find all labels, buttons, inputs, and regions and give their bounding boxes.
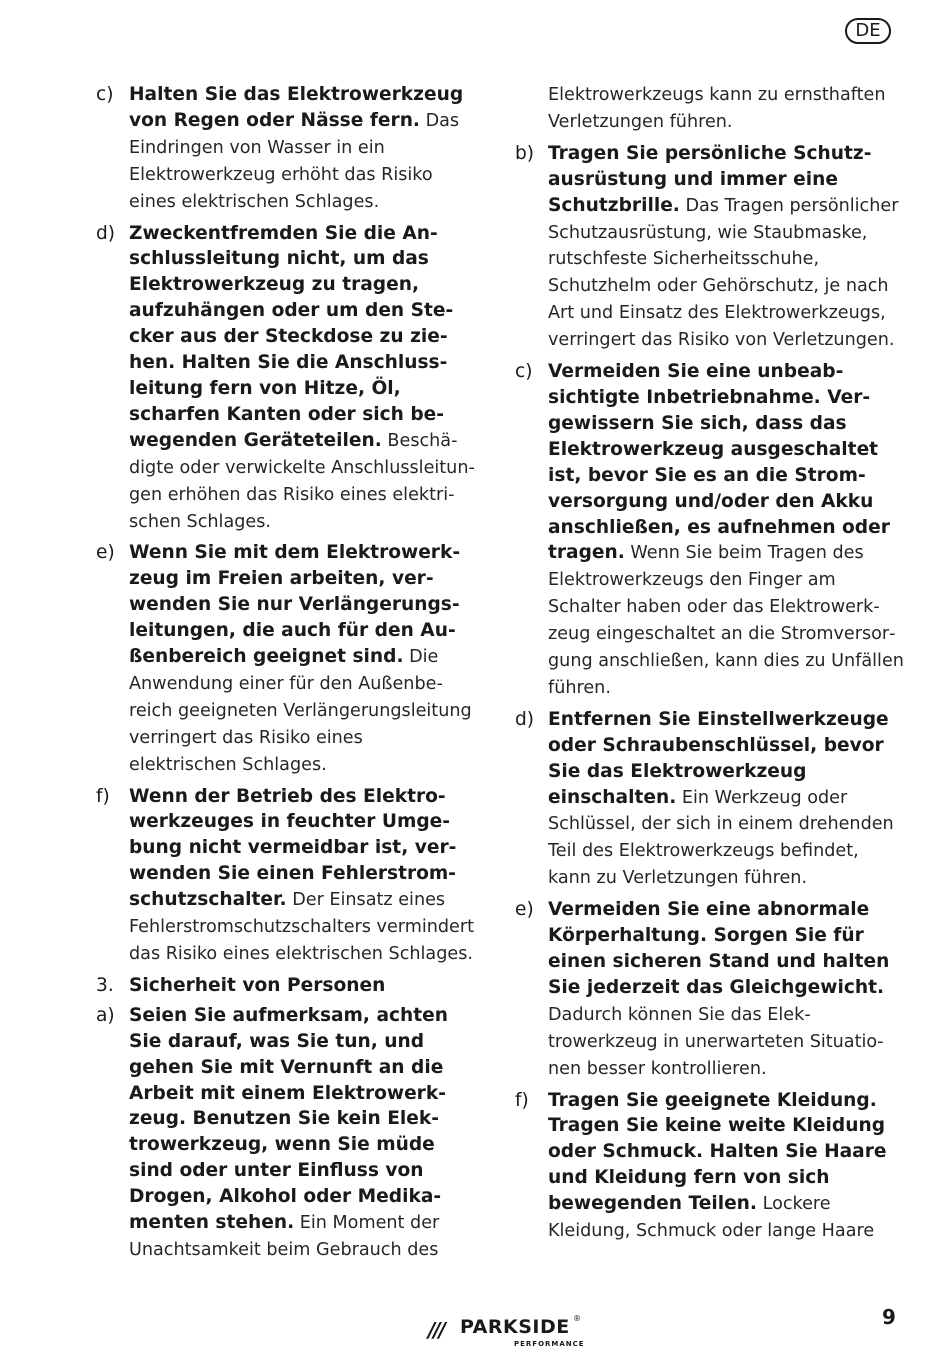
rule-bold: Zweckentfremden Sie die Anschlussleitung nicht, um das Elektrowerkzeug zu tragen, aufzuhängen oder um den Stecker aus der Steckdose zu ziehen. Halten Sie die Anschlussleitung fern von Hitze, Öl, scharfen Kanten oder sich bewegenden Geräteteilen. — [129, 222, 454, 451]
rule-bold: Vermeiden Sie eine abnormale Körperhaltung. Sorgen Sie für einen sicheren Stand und halten Sie jederzeit das Gleichgewicht. — [548, 899, 890, 998]
item-marker: c) — [515, 361, 533, 383]
rule-text: Ein Moment der Unachtsamkeit beim Gebrauch des — [129, 1213, 440, 1260]
rule-text: Ein Werkzeug oder Schlüssel, der sich in einem drehenden Teil des Elektrowerkzeugs befindet, kann zu Verletzungen führen. — [548, 787, 894, 889]
rule-text: Das Eindringen von Wasser in ein Elektrowerkzeug erhöht das Risiko eines elektrischen Schlages. — [129, 110, 460, 212]
rule-text: Der Einsatz eines Fehlerstromschutzschalters vermindert das Risiko eines elektrischen Schlages. — [129, 890, 475, 964]
rule-item-b — [515, 141, 905, 354]
section-heading — [96, 973, 476, 999]
rule-bold: Seien Sie aufmerksam, achten Sie darauf, was Sie tun, und gehen Sie mit Vernunft an die Arbeit mit einem Elektrowerkzeug. Benutzen Sie kein Elektrowerkzeug, wenn Sie müde sind oder unter Einfluss von Drogen, Alkohol oder Medikamenten stehen. — [129, 1004, 449, 1234]
item-marker: e) — [96, 542, 115, 564]
rule-item-a — [96, 1003, 476, 1264]
rule-item-d — [96, 221, 476, 536]
rule-item-a-continued — [515, 82, 905, 136]
rule-bold: Wenn Sie mit dem Elektrowerkzeug im Freien arbeiten, verwenden Sie nur Verlängerungsleitungen, die auch für den Außenbereich geeignet sind. — [129, 542, 461, 668]
left-column — [96, 82, 476, 1269]
rule-item-e — [515, 897, 905, 1082]
rule-text: Dadurch können Sie das Elektrowerkzeug in unerwarteten Situationen besser kontrollieren. — [548, 1004, 884, 1079]
rule-text: Das Tragen persönlicher Schutzausrüstung, wie Staubmaske, rutschfeste Sicherheitsschuhe, Schutzhelm oder Gehörschutz, je nach Art und Einsatz des Elektrowerkzeugs, verringert das Risiko von Verletzungen. — [548, 195, 899, 351]
item-marker: f) — [515, 1089, 529, 1111]
rule-text: Lockere Kleidung, Schmuck oder lange Haare — [548, 1194, 875, 1242]
rule-item-d — [515, 707, 905, 892]
rule-item-c — [515, 359, 905, 702]
rule-bold: Halten Sie das Elektrowerkzeug von Regen oder Nässe fern. — [129, 84, 464, 131]
logo-brand: PARKSIDE — [460, 1316, 570, 1338]
rule-item-c — [96, 82, 476, 216]
section-number: 3. — [96, 974, 114, 996]
rule-bold: Entfernen Sie Einstellwerkzeuge oder Schraubenschlüssel, bevor Sie das Elektrowerkzeug einschalten. — [548, 708, 889, 808]
rule-text: Elektrowerkzeugs kann zu ernsthaften Verletzungen führen. — [548, 85, 886, 132]
page-number: 9 — [882, 1305, 896, 1329]
rule-text: Beschädigte oder verwickelte Anschlussleitungen erhöhen das Risiko eines elektrischen Schlages. — [129, 430, 475, 532]
item-marker: d) — [96, 222, 116, 244]
rule-text: Wenn Sie beim Tragen des Elektrowerkzeugs den Finger am Schalter haben oder das Elektrowerkzeug eingeschaltet an die Stromversorgung anschließen, kann dies zu Unfällen führen. — [548, 543, 904, 698]
rule-bold: Vermeiden Sie eine unbeabsichtigte Inbetriebnahme. Vergewissern Sie sich, dass das Elektrowerkzeug ausgeschaltet ist, bevor Sie es an die Stromversorgung und/oder den Akku anschließen, es aufnehmen oder tragen. — [548, 361, 890, 564]
item-marker: d) — [515, 708, 535, 730]
rule-bold: Wenn der Betrieb des Elektrowerkzeuges in feuchter Umgebung nicht vermeidbar ist, verwenden Sie einen Fehlerstromschutzschalter. — [129, 785, 457, 911]
rule-item-f — [96, 784, 476, 968]
rule-bold: Tragen Sie persönliche Schutzausrüstung und immer eine Schutzbrille. — [548, 142, 872, 216]
rule-text: Die Anwendung einer für den Außenbereich geeigneten Verlängerungsleitung verringert das Risiko eines elektrischen Schlages. — [129, 647, 472, 775]
logo-slashes-icon: /// — [428, 1318, 444, 1342]
item-marker: a) — [96, 1004, 115, 1026]
item-marker: b) — [515, 142, 535, 164]
rule-item-f — [515, 1088, 905, 1245]
logo-subtitle: PERFORMANCE — [514, 1340, 585, 1348]
language-badge: DE — [845, 18, 891, 44]
logo-registered-mark: ® — [573, 1314, 581, 1323]
item-marker: c) — [96, 84, 114, 105]
rule-item-e — [96, 540, 476, 778]
item-marker: e) — [515, 899, 534, 921]
right-column — [515, 82, 905, 1250]
section-title: Sicherheit von Personen — [129, 974, 386, 996]
item-marker: f) — [96, 785, 110, 807]
rule-bold: Tragen Sie geeignete Kleidung. Tragen Sie keine weite Kleidung oder Schmuck. Halten Sie Haare und Kleidung fern von sich bewegenden Teilen. — [548, 1089, 887, 1215]
